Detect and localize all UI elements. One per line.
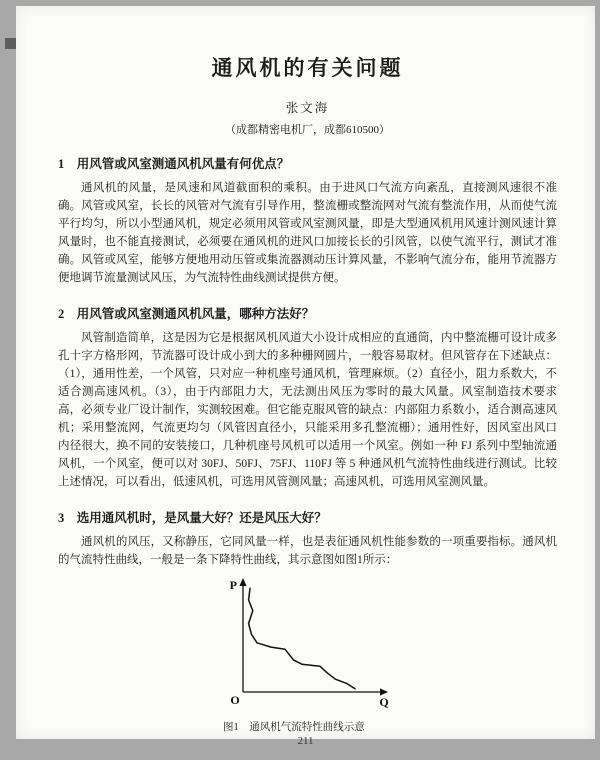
y-axis-label: P (229, 578, 237, 592)
pq-curve-chart (208, 577, 408, 709)
author-affiliation: （成都精密电机厂，成都610500） (225, 124, 390, 136)
figure-1 (208, 577, 428, 709)
section-3-heading: 3 选用通风机时，是风量大好？还是风压大好？ (58, 511, 327, 525)
section-1-paragraph: 通风机的风量，是风速和风道截面积的乘积。由于进风口气流方向紊乱，直接测风速很不准确。风管或风室，长长的风管对气流有引导作用，整流栅或整流网对气流有整流作用，从而使气流平行均匀，所以小型通风机，规定必须用风管或风室测风量，即是大型通风机用风速计测风速计算风量时，也不能直接测试，必须要在通风机的进风口加接长长的引风管，以使气流平行，测试才准确。风管或风室，能够方便地用动压管或集流器测动压计算风量，不影响气流分布，能用节流器方便地调节流量测试风压，为气流特性曲线测试提供方便。 (58, 182, 557, 284)
page-title: 通风机的有关问题 (211, 56, 404, 80)
figure-caption: 图1 通风机气流特性曲线示意 (223, 722, 365, 733)
section-3-paragraph: 通风机的风压，又称静压，它同风量一样，也是表征通风机性能参数的一项重要指标。通风机的气流特性曲线，一般是一条下降特性曲线，其示意图如图1所示： (58, 536, 557, 566)
page-number: 211 (297, 735, 314, 747)
characteristic-curve (249, 588, 355, 689)
origin-label: O (230, 693, 240, 707)
y-axis-arrow-icon (239, 578, 246, 586)
section-2-paragraph: 风管制造简单，这是因为它是根据风机风道大小设计成相应的直通筒，内中整流栅可设计成多孔十字方格形网，节流器可设计成小到大的多种栅网圆片，一般容易取材。但风管存在下述缺点：（1），通用性差，一个风管，只对应一种机座号通风机，管理麻烦。（2）直径小，阻力系数大，不适合测高速风机。（3），由于内部阻力大，无法测出风压为零时的最大风量。风室制造技术要求高，必须专业厂设计制作，实测较困难。但它能克服风管的缺点：内部阻力系数小，适合测高速风机；采用整流网，气流更均匀（风管因直径小，只能采用多孔整流栅）；通用性好，因风室出风口内径很大，换不同的安装接口，几种机座号风机可以适用一个风室。例如一种 FJ 系列中型轴流通风机，一个风室，便可以对 30FJ、50FJ、75FJ、110FJ 等 5 种通风机气流特性曲线进行测试。比较上述情况，可以看出，低速风机，可选用风管测风量；高速风机，可选用风室测风量。 (58, 332, 557, 488)
page-content (16, 6, 595, 734)
scan-artifact (5, 38, 16, 49)
section-1-heading: 1 用风管或风室测通风机风量有何优点？ (58, 157, 290, 171)
author-name: 张文海 (285, 101, 330, 115)
section-2-heading: 2 用风管或风室测通风机风量，哪种方法好？ (58, 307, 315, 321)
x-axis-label: Q (379, 695, 389, 709)
document-page (16, 6, 595, 747)
